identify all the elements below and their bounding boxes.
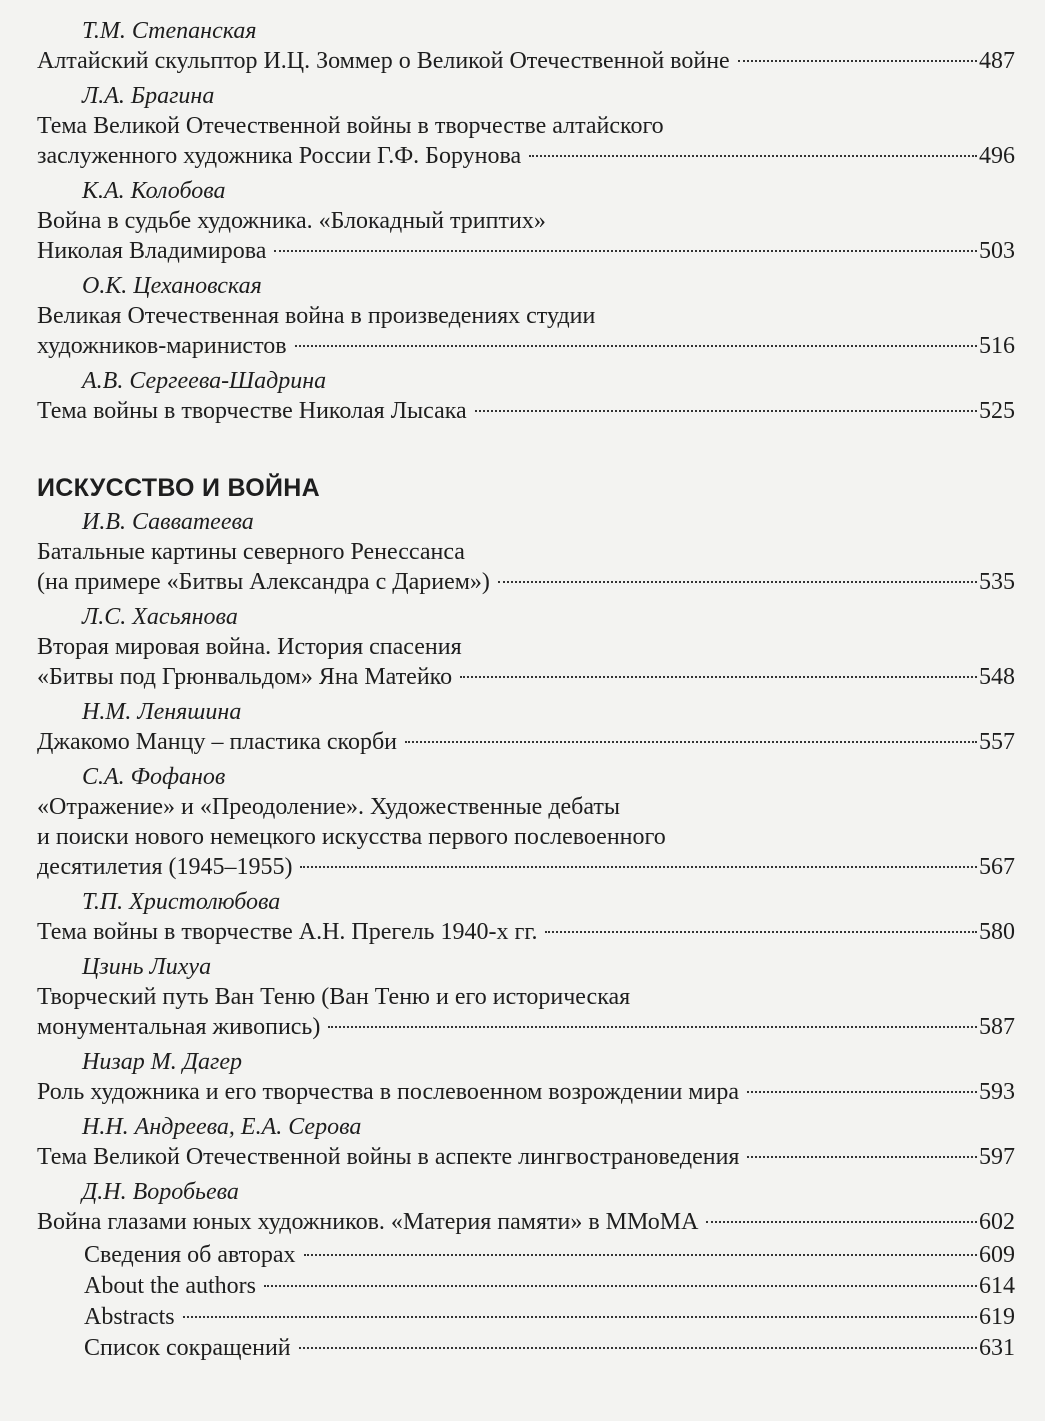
toc-entry-title: Тема войны в творчестве Николая Лысака <box>37 398 467 424</box>
toc-entry-author: А.В. Сергеева-Шадрина <box>82 368 327 394</box>
toc-entry-author: Цзинь Лихуа <box>82 954 212 980</box>
toc-entry-title-row <box>37 917 1015 948</box>
toc-page-number: 557 <box>979 729 1015 755</box>
toc-entry-title-row <box>37 852 1015 883</box>
toc-entry <box>37 176 1015 267</box>
toc-entry-title: Джакомо Манцу – пластика скорби <box>37 729 398 755</box>
toc-page-number: 597 <box>979 1144 1015 1170</box>
toc-page-number: 609 <box>979 1242 1015 1268</box>
toc-page-number: 631 <box>979 1335 1015 1361</box>
toc-entry-title-line: Вторая мировая война. История спасения <box>37 634 462 660</box>
toc-entry-title: Сведения об авторах <box>84 1242 296 1268</box>
toc-page-number: 496 <box>979 143 1015 169</box>
toc-entry-author: К.А. Колобова <box>82 178 226 204</box>
toc-page-number: 619 <box>979 1304 1015 1330</box>
dot-leader <box>460 676 977 678</box>
toc-entry-title-line: Батальные картины северного Ренессанса <box>37 539 465 565</box>
toc-entry-title: Тема Великой Отечественной войны в аспекте лингвострановедения <box>37 1144 740 1170</box>
dot-leader <box>274 250 977 252</box>
dot-leader <box>183 1316 977 1318</box>
toc-entry-title: Тема войны в творчестве А.Н. Прегель 1940-х гг. <box>37 919 538 945</box>
toc-entry <box>37 271 1015 362</box>
dot-leader <box>304 1254 977 1256</box>
toc-entries-section <box>37 507 1015 1238</box>
toc-entry-author: Д.Н. Воробьева <box>82 1179 239 1205</box>
toc-page-number: 487 <box>979 48 1015 74</box>
dot-leader <box>299 1347 977 1349</box>
toc-page-number: 587 <box>979 1014 1015 1040</box>
toc-entry-author: Низар М. Дагер <box>82 1049 242 1075</box>
dot-leader <box>747 1091 977 1093</box>
toc-entry-title-row <box>37 1077 1015 1108</box>
toc-page-number: 602 <box>979 1209 1015 1235</box>
toc-entry <box>37 507 1015 598</box>
toc-entry-title-line: Творческий путь Ван Теню (Ван Теню и его историческая <box>37 984 631 1010</box>
toc-entry-title: заслуженного художника России Г.Ф. Борунова <box>37 143 522 169</box>
toc-entry-title-row <box>37 1207 1015 1238</box>
toc-entry <box>37 366 1015 427</box>
toc-entry-title-row <box>37 1302 1015 1333</box>
dot-leader <box>498 581 977 583</box>
toc-entry-author: Н.Н. Андреева, Е.А. Серова <box>82 1114 362 1140</box>
dot-leader <box>295 345 977 347</box>
toc-entry-title-row <box>37 331 1015 362</box>
toc-entry-title-row <box>37 662 1015 693</box>
toc-entry-author: Л.А. Брагина <box>82 83 215 109</box>
toc-entry-author: Н.М. Леняшина <box>82 699 242 725</box>
dot-leader <box>405 741 977 743</box>
toc-entries-top <box>37 16 1015 427</box>
toc-entry-title-line: Война в судьбе художника. «Блокадный триптих» <box>37 208 546 234</box>
section-heading: ИСКУССТВО И ВОЙНА <box>37 474 321 502</box>
toc-entry-title: «Битвы под Грюнвальдом» Яна Матейко <box>37 664 453 690</box>
toc-entry-title-line: Великая Отечественная война в произведениях студии <box>37 303 596 329</box>
toc-entry-title-row <box>37 1142 1015 1173</box>
toc-entry-title-line: «Отражение» и «Преодоление». Художественные дебаты <box>37 794 621 820</box>
toc-entry-author: Т.М. Степанская <box>82 18 257 44</box>
toc-entry-title: Abstracts <box>84 1304 175 1330</box>
toc-entry-title-row <box>37 46 1015 77</box>
toc-entry-author: Т.П. Христолюбова <box>82 889 281 915</box>
dot-leader <box>264 1285 977 1287</box>
toc-entry <box>37 602 1015 693</box>
toc-entry-title-line: Тема Великой Отечественной войны в творчестве алтайского <box>37 113 664 139</box>
toc-entry <box>37 697 1015 758</box>
toc-entry-title-row <box>37 727 1015 758</box>
toc-entry-title-row <box>37 1333 1015 1364</box>
toc-entry-title: (на примере «Битвы Александра с Дарием») <box>37 569 490 595</box>
toc-appendix-entry <box>37 1271 1015 1302</box>
toc-entry-title: Алтайский скульптор И.Ц. Зоммер о Великой Отечественной войне <box>37 48 730 74</box>
toc-entry <box>37 1047 1015 1108</box>
toc-page-number: 593 <box>979 1079 1015 1105</box>
toc-entry <box>37 952 1015 1043</box>
dot-leader <box>738 60 977 62</box>
toc-entry-title-row <box>37 1271 1015 1302</box>
toc-appendix <box>37 1240 1015 1364</box>
dot-leader <box>747 1156 977 1158</box>
toc-entry-title: Николая Владимирова <box>37 238 267 264</box>
toc-entry-title-row <box>37 567 1015 598</box>
toc-page-number: 535 <box>979 569 1015 595</box>
toc-entry-title-row <box>37 1012 1015 1043</box>
toc-entry-title: Война глазами юных художников. «Материя памяти» в ММоМА <box>37 1209 699 1235</box>
toc-appendix-entry <box>37 1302 1015 1333</box>
dot-leader <box>475 410 977 412</box>
dot-leader <box>529 155 977 157</box>
toc-entry-title: About the authors <box>84 1273 256 1299</box>
toc-entry <box>37 1112 1015 1173</box>
toc-page-number: 548 <box>979 664 1015 690</box>
toc-entry-author: О.К. Цехановская <box>82 273 262 299</box>
toc-page-number: 614 <box>979 1273 1015 1299</box>
toc-entry <box>37 81 1015 172</box>
toc-entry <box>37 16 1015 77</box>
toc-entry <box>37 762 1015 883</box>
toc-entry-title-line: и поиски нового немецкого искусства первого послевоенного <box>37 824 666 850</box>
toc-entry-author: Л.С. Хасьянова <box>82 604 238 630</box>
toc-entry-title-row <box>37 236 1015 267</box>
toc-entry-title: Роль художника и его творчества в послевоенном возрождении мира <box>37 1079 739 1105</box>
toc-page-number: 567 <box>979 854 1015 880</box>
dot-leader <box>706 1221 977 1223</box>
toc-appendix-entry <box>37 1240 1015 1271</box>
dot-leader <box>300 866 977 868</box>
toc-entry <box>37 1177 1015 1238</box>
toc-page-number: 516 <box>979 333 1015 359</box>
toc-entry-title-row <box>37 396 1015 427</box>
toc-entry-author: С.А. Фофанов <box>82 764 226 790</box>
toc-entry-title-row <box>37 1240 1015 1271</box>
toc-entry-title: десятилетия (1945–1955) <box>37 854 293 880</box>
toc-entry-title: художников-маринистов <box>37 333 287 359</box>
toc-entry-title: Список сокращений <box>84 1335 291 1361</box>
dot-leader <box>545 931 977 933</box>
toc-page-number: 580 <box>979 919 1015 945</box>
toc-page-number: 525 <box>979 398 1015 424</box>
toc-entry-author: И.В. Савватеева <box>82 509 254 535</box>
toc-entry-title-row <box>37 141 1015 172</box>
toc-page-number: 503 <box>979 238 1015 264</box>
toc-entry-title: монументальная живопись) <box>37 1014 321 1040</box>
dot-leader <box>328 1026 977 1028</box>
toc-appendix-entry <box>37 1333 1015 1364</box>
toc-entry <box>37 887 1015 948</box>
